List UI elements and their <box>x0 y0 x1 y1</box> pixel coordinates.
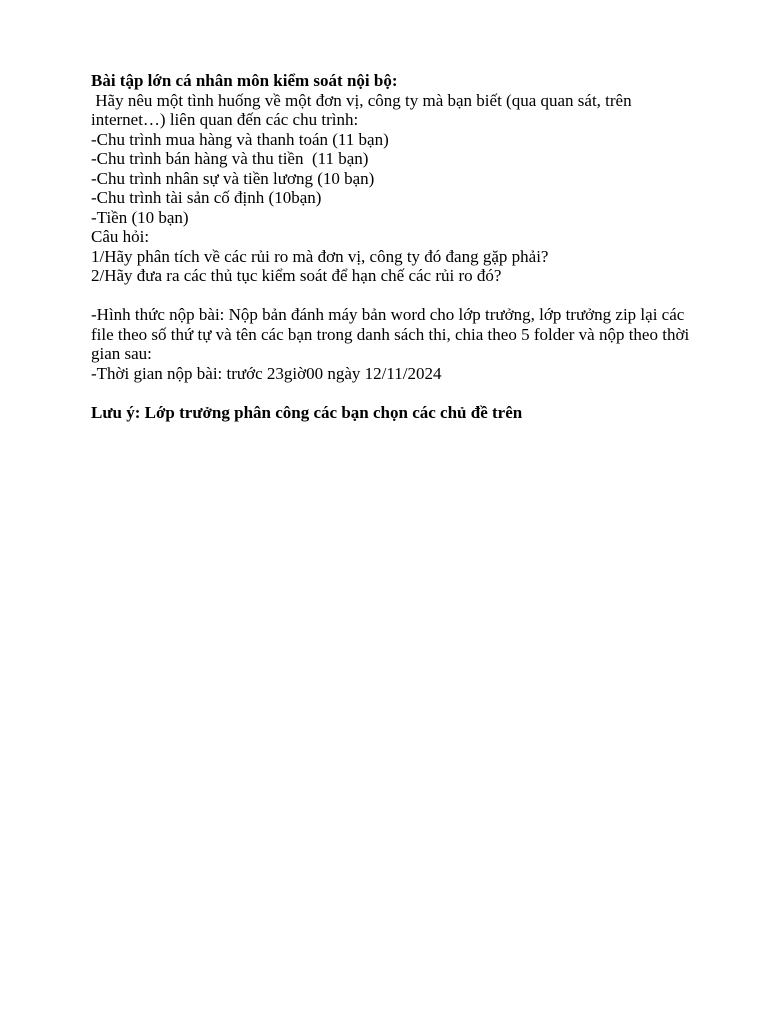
blank-line <box>91 383 708 403</box>
blank-line <box>91 286 708 306</box>
intro-paragraph: Hãy nêu một tình huống về một đơn vị, công ty mà bạn biết (qua quan sát, trên internet…) liên quan đến các chu trình: <box>91 90 636 129</box>
question-1: 1/Hãy phân tích về các rủi ro mà đơn vị, công ty đó đang gặp phải? <box>91 246 549 266</box>
deadline-line: -Thời gian nộp bài: trước 23giờ00 ngày 12/11/2024 <box>91 363 442 383</box>
document-title: Bài tập lớn cá nhân môn kiểm soát nội bộ: <box>91 71 398 90</box>
cycle-item-cash: -Tiền (10 bạn) <box>91 207 189 227</box>
questions-heading: Câu hỏi: <box>91 227 150 246</box>
question-2: 2/Hãy đưa ra các thủ tục kiểm soát để hạn chế các rủi ro đó? <box>91 266 502 285</box>
cycle-item-sales: -Chu trình bán hàng và thu tiền (11 bạn) <box>91 149 369 168</box>
cycle-item-purchasing: -Chu trình mua hàng và thanh toán (11 bạn) <box>91 129 389 149</box>
submission-format-paragraph: -Hình thức nộp bài: Nộp bản đánh máy bản word cho lớp trưởng, lớp trưởng zip lại các file theo số thứ tự và tên các bạn trong danh sách thi, chia theo 5 folder và nộp theo thời gian sau: <box>91 305 694 363</box>
cycle-item-fixed-assets: -Chu trình tài sản cố định (10bạn) <box>91 188 322 207</box>
note-line: Lưu ý: Lớp trưởng phân công các bạn chọn các chủ đề trên <box>91 402 523 422</box>
cycle-item-payroll: -Chu trình nhân sự và tiền lương (10 bạn) <box>91 168 375 188</box>
